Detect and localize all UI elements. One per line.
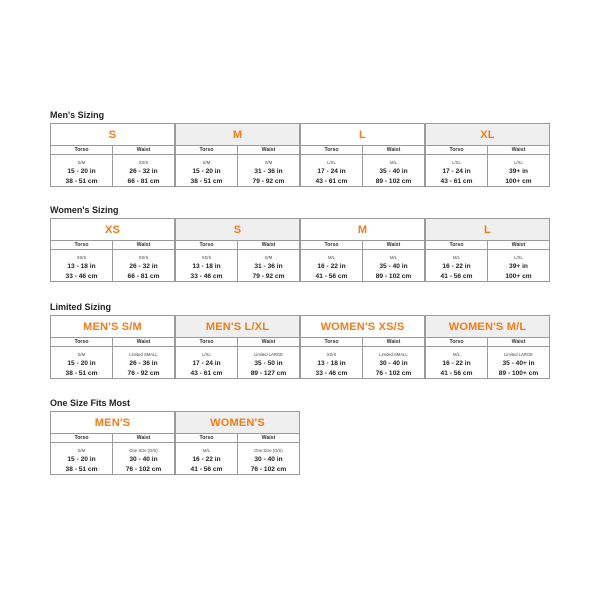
size-label: L — [301, 124, 424, 146]
waist-inches: 26 - 32 in — [129, 263, 158, 270]
section-title: One Size Fits Most — [50, 398, 131, 408]
torso-inches: 16 - 22 in — [192, 456, 221, 463]
waist-centimeters: 100+ cm — [505, 273, 532, 280]
waist-size-code: S/M — [264, 255, 273, 260]
measurement-columns — [301, 338, 424, 379]
size-label: S — [176, 219, 299, 241]
waist-inches: 31 - 36 in — [254, 168, 283, 175]
waist-centimeters: 76 - 102 cm — [375, 370, 412, 377]
torso-header: Torso — [426, 146, 487, 155]
size-label: MEN'S — [51, 412, 174, 434]
waist-size-code: XS/S — [138, 160, 149, 165]
torso-inches: 16 - 22 in — [317, 263, 346, 270]
torso-centimeters: 33 - 46 cm — [315, 370, 348, 377]
size-label: WOMEN'S — [176, 412, 299, 434]
waist-column — [362, 241, 424, 282]
torso-header: Torso — [51, 146, 112, 155]
waist-column — [112, 434, 174, 475]
torso-column — [51, 146, 112, 187]
torso-header: Torso — [301, 146, 362, 155]
size-block — [175, 315, 300, 379]
waist-column — [237, 434, 299, 475]
measurement-columns — [301, 146, 424, 187]
size-label: M — [176, 124, 299, 146]
waist-size-code: M/L — [390, 160, 397, 165]
size-block — [300, 315, 425, 379]
waist-header: Waist — [238, 434, 299, 443]
waist-size-code: Limited SMALL — [379, 352, 408, 357]
torso-header: Torso — [51, 241, 112, 250]
torso-inches: 16 - 22 in — [442, 360, 471, 367]
torso-header: Torso — [301, 338, 362, 347]
size-block — [175, 411, 300, 475]
torso-header: Torso — [176, 241, 237, 250]
waist-inches: 30 - 40 in — [254, 456, 283, 463]
size-label: WOMEN'S M/L — [426, 316, 549, 338]
measurement-columns — [176, 338, 299, 379]
torso-centimeters: 38 - 51 cm — [65, 370, 98, 377]
torso-inches: 17 - 24 in — [317, 168, 346, 175]
waist-inches: 30 - 40 in — [129, 456, 158, 463]
size-block — [425, 123, 550, 187]
waist-column — [112, 338, 174, 379]
waist-column — [487, 241, 549, 282]
measurement-columns — [51, 434, 174, 475]
waist-inches: 35 - 40+ in — [502, 360, 535, 367]
waist-centimeters: 66 - 81 cm — [127, 178, 160, 185]
waist-size-code: Limited SMALL — [129, 352, 158, 357]
waist-header: Waist — [488, 146, 549, 155]
size-block — [175, 218, 300, 282]
waist-size-code: L/XL — [514, 160, 523, 165]
size-label: WOMEN'S XS/S — [301, 316, 424, 338]
torso-size-code: L/XL — [327, 160, 336, 165]
size-block — [50, 218, 175, 282]
measurement-columns — [51, 146, 174, 187]
waist-column — [112, 146, 174, 187]
waist-inches: 35 - 50 in — [254, 360, 283, 367]
torso-column — [426, 146, 487, 187]
waist-header: Waist — [113, 434, 174, 443]
torso-column — [301, 146, 362, 187]
waist-size-code: Limited LARGE — [254, 352, 283, 357]
torso-column — [301, 338, 362, 379]
measurement-columns — [176, 146, 299, 187]
size-block — [300, 218, 425, 282]
waist-size-code: M/L — [390, 255, 397, 260]
waist-size-code: S/M — [264, 160, 273, 165]
torso-centimeters: 43 - 61 cm — [440, 178, 473, 185]
waist-header: Waist — [113, 241, 174, 250]
waist-size-code: One Size (O/S) — [254, 448, 283, 453]
size-label: MEN'S S/M — [51, 316, 174, 338]
torso-centimeters: 41 - 56 cm — [440, 273, 473, 280]
section-title: Men's Sizing — [50, 110, 105, 120]
torso-column — [51, 241, 112, 282]
size-block — [425, 218, 550, 282]
waist-inches: 35 - 40 in — [379, 263, 408, 270]
waist-header: Waist — [113, 146, 174, 155]
torso-centimeters: 38 - 51 cm — [190, 178, 223, 185]
torso-centimeters: 38 - 51 cm — [65, 466, 98, 473]
torso-centimeters: 41 - 56 cm — [315, 273, 348, 280]
waist-inches: 30 - 40 in — [379, 360, 408, 367]
torso-centimeters: 33 - 46 cm — [65, 273, 98, 280]
waist-column — [362, 146, 424, 187]
torso-header: Torso — [176, 434, 237, 443]
waist-centimeters: 66 - 81 cm — [127, 273, 160, 280]
torso-centimeters: 41 - 56 cm — [190, 466, 223, 473]
section-title: Limited Sizing — [50, 302, 112, 312]
measurement-columns — [176, 434, 299, 475]
torso-size-code: M/L — [453, 255, 460, 260]
measurement-columns — [51, 241, 174, 282]
measurement-columns — [426, 146, 549, 187]
torso-header: Torso — [176, 338, 237, 347]
waist-header: Waist — [363, 338, 424, 347]
waist-header: Waist — [363, 241, 424, 250]
measurement-columns — [176, 241, 299, 282]
torso-column — [176, 338, 237, 379]
torso-inches: 13 - 18 in — [67, 263, 96, 270]
torso-column — [51, 338, 112, 379]
waist-centimeters: 76 - 92 cm — [127, 370, 160, 377]
size-block — [300, 123, 425, 187]
torso-inches: 15 - 20 in — [67, 168, 96, 175]
torso-header: Torso — [426, 338, 487, 347]
torso-column — [176, 434, 237, 475]
torso-inches: 15 - 20 in — [67, 360, 96, 367]
waist-header: Waist — [238, 338, 299, 347]
waist-header: Waist — [238, 146, 299, 155]
waist-centimeters: 89 - 102 cm — [375, 273, 412, 280]
size-block — [50, 315, 175, 379]
torso-size-code: S/M — [77, 352, 86, 357]
size-label: S — [51, 124, 174, 146]
waist-centimeters: 100+ cm — [505, 178, 532, 185]
waist-centimeters: 89 - 102 cm — [375, 178, 412, 185]
torso-size-code: M/L — [453, 352, 460, 357]
size-label: XS — [51, 219, 174, 241]
waist-column — [237, 146, 299, 187]
waist-inches: 26 - 32 in — [129, 168, 158, 175]
torso-inches: 16 - 22 in — [442, 263, 471, 270]
torso-size-code: XS/S — [326, 352, 337, 357]
torso-centimeters: 38 - 51 cm — [65, 178, 98, 185]
size-label: L — [426, 219, 549, 241]
torso-inches: 13 - 18 in — [317, 360, 346, 367]
waist-centimeters: 89 - 100+ cm — [498, 370, 539, 377]
waist-column — [237, 241, 299, 282]
torso-inches: 17 - 24 in — [442, 168, 471, 175]
waist-header: Waist — [238, 241, 299, 250]
size-label: MEN'S L/XL — [176, 316, 299, 338]
torso-column — [301, 241, 362, 282]
section-title: Women's Sizing — [50, 205, 119, 215]
torso-size-code: XS/S — [76, 255, 87, 260]
torso-column — [426, 338, 487, 379]
torso-size-code: M/L — [328, 255, 335, 260]
torso-size-code: S/M — [77, 160, 86, 165]
measurement-columns — [301, 241, 424, 282]
torso-size-code: L/XL — [452, 160, 461, 165]
waist-size-code: Limited LARGE — [504, 352, 533, 357]
torso-column — [51, 434, 112, 475]
torso-inches: 15 - 20 in — [192, 168, 221, 175]
waist-size-code: L/XL — [514, 255, 523, 260]
torso-inches: 15 - 20 in — [67, 456, 96, 463]
torso-size-code: XS/S — [201, 255, 212, 260]
waist-centimeters: 79 - 92 cm — [252, 273, 285, 280]
size-block — [175, 123, 300, 187]
torso-size-code: S/M — [202, 160, 211, 165]
measurement-columns — [51, 338, 174, 379]
waist-column — [112, 241, 174, 282]
torso-inches: 17 - 24 in — [192, 360, 221, 367]
torso-size-code: L/XL — [202, 352, 211, 357]
torso-size-code: M/L — [203, 448, 210, 453]
torso-size-code: S/M — [77, 448, 86, 453]
torso-centimeters: 43 - 61 cm — [190, 370, 223, 377]
torso-centimeters: 41 - 56 cm — [440, 370, 473, 377]
torso-column — [426, 241, 487, 282]
size-block — [50, 123, 175, 187]
torso-header: Torso — [301, 241, 362, 250]
torso-column — [176, 146, 237, 187]
waist-centimeters: 76 - 102 cm — [125, 466, 162, 473]
waist-inches: 35 - 40 in — [379, 168, 408, 175]
waist-size-code: XS/S — [138, 255, 149, 260]
torso-centimeters: 33 - 46 cm — [190, 273, 223, 280]
waist-inches: 31 - 36 in — [254, 263, 283, 270]
waist-inches: 39+ in — [509, 263, 528, 270]
waist-header: Waist — [113, 338, 174, 347]
waist-column — [362, 338, 424, 379]
size-label: M — [301, 219, 424, 241]
waist-centimeters: 76 - 102 cm — [250, 466, 287, 473]
waist-column — [487, 338, 549, 379]
waist-size-code: One Size (O/S) — [129, 448, 158, 453]
torso-centimeters: 43 - 61 cm — [315, 178, 348, 185]
waist-header: Waist — [488, 338, 549, 347]
waist-column — [237, 338, 299, 379]
measurement-columns — [426, 338, 549, 379]
waist-inches: 26 - 36 in — [129, 360, 158, 367]
torso-header: Torso — [51, 338, 112, 347]
waist-inches: 39+ in — [509, 168, 528, 175]
torso-header: Torso — [176, 146, 237, 155]
waist-header: Waist — [488, 241, 549, 250]
waist-centimeters: 79 - 92 cm — [252, 178, 285, 185]
torso-header: Torso — [51, 434, 112, 443]
waist-column — [487, 146, 549, 187]
size-label: XL — [426, 124, 549, 146]
torso-header: Torso — [426, 241, 487, 250]
waist-centimeters: 89 - 127 cm — [250, 370, 287, 377]
waist-header: Waist — [363, 146, 424, 155]
size-block — [50, 411, 175, 475]
torso-inches: 13 - 18 in — [192, 263, 221, 270]
measurement-columns — [426, 241, 549, 282]
torso-column — [176, 241, 237, 282]
size-block — [425, 315, 550, 379]
